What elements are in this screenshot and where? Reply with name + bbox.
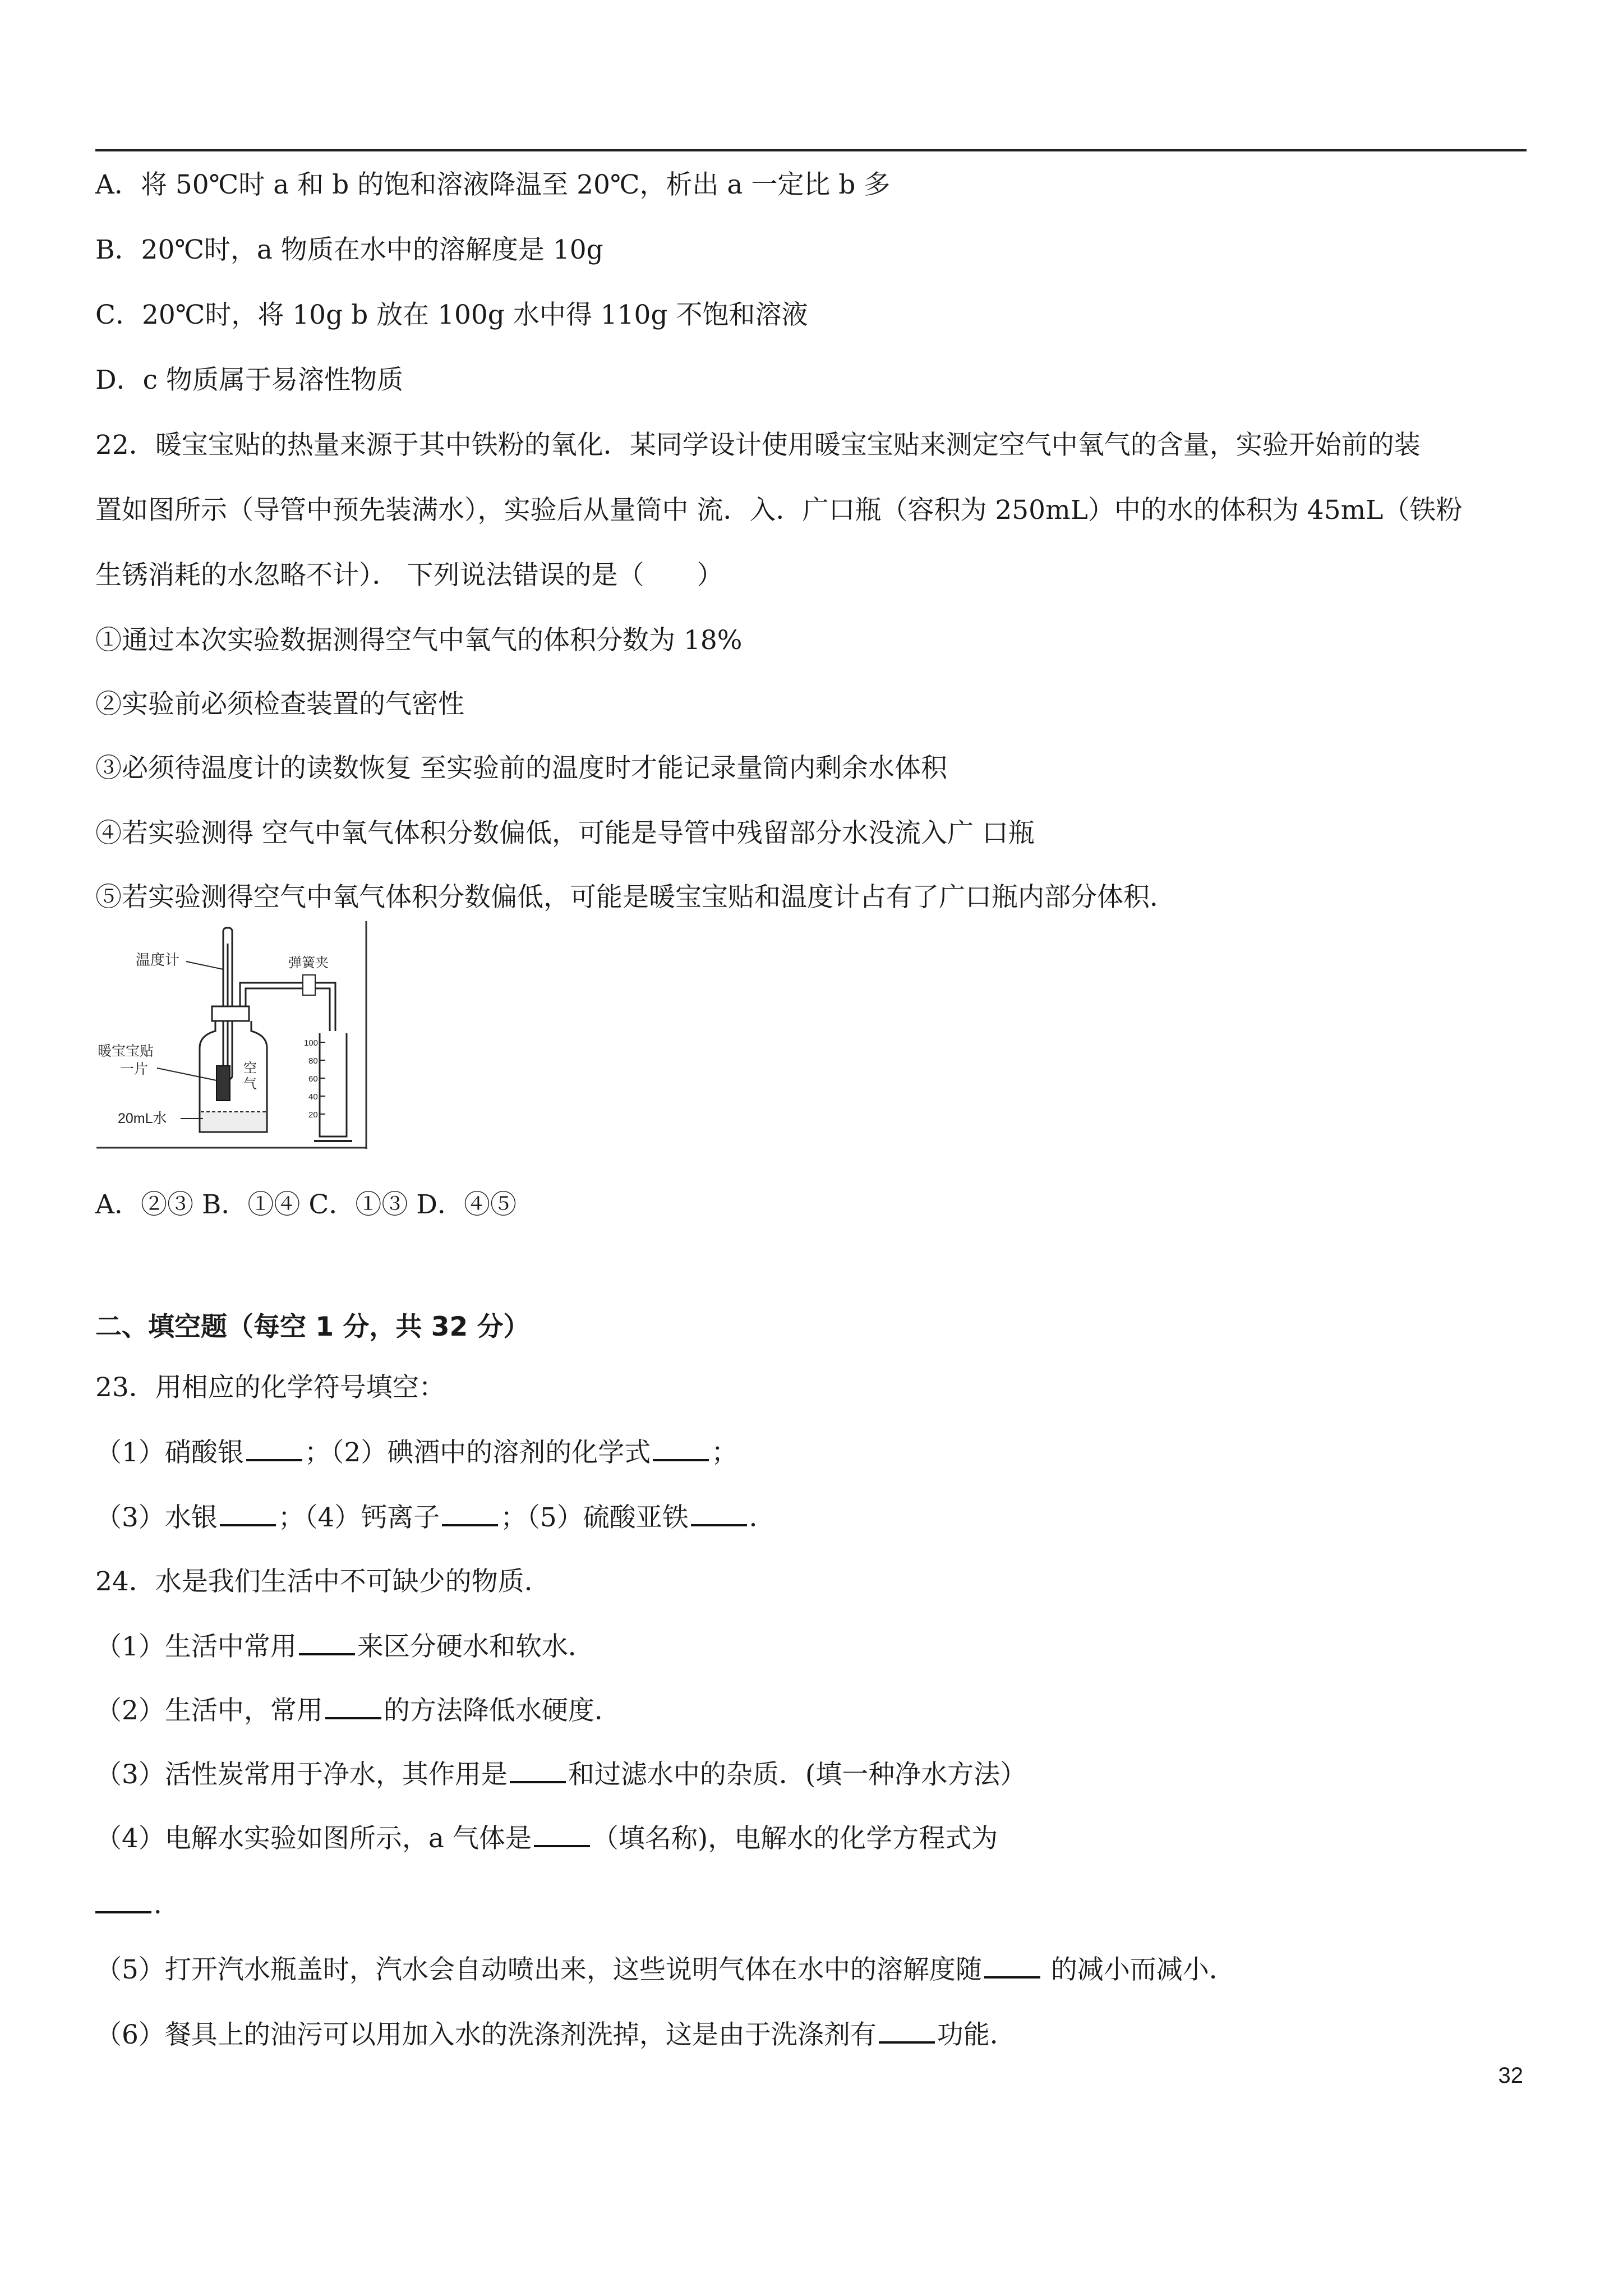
answer-blank[interactable] (442, 1502, 498, 1526)
scale-label-40: 40 (308, 1092, 318, 1102)
scale-label-60: 60 (308, 1074, 318, 1084)
q23-line-1 (95, 1436, 737, 1470)
label-pad-1: 暖宝宝贴 (98, 1043, 154, 1059)
answer-blank[interactable] (510, 1759, 566, 1783)
answer-blank[interactable] (95, 1889, 151, 1913)
answer-blank[interactable] (879, 2019, 935, 2044)
q24-3-text-end: 和过滤水中的杂质．(填一种净水方法） (568, 1759, 1027, 1790)
q23-part-end: ； (711, 1437, 738, 1468)
scale-label-100: 100 (304, 1038, 319, 1048)
q22-stem-line3: 生锈消耗的水忽略不计）． 下列说法错误的是（ ） (95, 560, 723, 591)
q24-line-4-continued (95, 1888, 180, 1922)
q24-6-text-end: 功能． (937, 2019, 1016, 2050)
q24-line-4 (95, 1822, 998, 1856)
q23-part-end: ． (749, 1502, 776, 1533)
scale-label-20: 20 (308, 1110, 318, 1120)
label-air-2: 气 (243, 1076, 257, 1092)
label-pad-2: 一片 (120, 1061, 149, 1077)
q24-line-2 (95, 1694, 621, 1728)
answer-blank[interactable] (246, 1437, 302, 1461)
answer-blank[interactable] (691, 1502, 747, 1526)
q22-statement-5: ⑤若实验测得空气中氧气体积分数偏低，可能是暖宝宝贴和温度计占有了广口瓶内部分体积． (95, 882, 1176, 913)
warm-pad (216, 1066, 230, 1101)
answer-blank[interactable] (299, 1631, 355, 1655)
cylinder-scale (304, 1038, 325, 1120)
q24-4-text-end: （填名称)，电解水的化学方程式为 (592, 1823, 998, 1854)
leader-pad (157, 1068, 216, 1080)
graduated-cylinder (320, 1033, 347, 1137)
answer-blank[interactable] (220, 1502, 276, 1526)
header-rule (95, 149, 1527, 151)
connecting-tube-inner (246, 988, 330, 1031)
q21-option-a: A．将 50℃时 a 和 b 的饱和溶液降温至 20℃，析出 a 一定比 b 多 (95, 169, 891, 200)
q21-option-b: B．20℃时，a 物质在水中的溶解度是 10g (95, 234, 603, 265)
q23-part-3: （3）水银 (95, 1502, 218, 1533)
experiment-apparatus-figure (96, 921, 367, 1149)
water-in-bottle (201, 1112, 266, 1131)
q23-part-1: （1）硝酸银 (95, 1437, 244, 1468)
q24-3-text: （3）活性炭常用于净水，其作用是 (95, 1759, 508, 1790)
scale-label-80: 80 (308, 1056, 318, 1066)
label-thermometer: 温度计 (136, 951, 180, 968)
q24-4-text: （4）电解水实验如图所示，a 气体是 (95, 1823, 532, 1854)
page-number: 32 (1498, 2063, 1523, 2088)
q24-6-text: （6）餐具上的油污可以用加入水的洗涤剂洗掉，这是由于洗涤剂有 (95, 2019, 877, 2050)
section-2-heading: 二、填空题（每空 1 分，共 32 分） (95, 1312, 530, 1342)
label-clamp: 弹簧夹 (288, 955, 329, 970)
spring-clamp (303, 975, 315, 995)
q22-stem-line2: 置如图所示（导管中预先装满水），实验后从量筒中 流．入．广口瓶（容积为 250mL）中的水的体积为 45mL（铁粉 (95, 495, 1463, 526)
q22-stem-line1: 22．暖宝宝贴的热量来源于其中铁粉的氧化．某同学设计使用暖宝宝贴来测定空气中氧气的含量，实验开始前的装 (95, 430, 1421, 461)
q22-statement-4: ④若实验测得 空气中氧气体积分数偏低，可能是导管中残留部分水没流入广 口瓶 (95, 818, 1035, 849)
q21-option-c: C．20℃时，将 10g b 放在 100g 水中得 110g 不饱和溶液 (95, 300, 808, 330)
q24-4-end: ． (154, 1889, 180, 1920)
q23-stem: 23．用相应的化学符号填空： (95, 1372, 445, 1403)
q24-5-text-end: 的减小而减小． (1042, 1954, 1235, 1985)
q24-line-5 (95, 1953, 1235, 1987)
q24-stem: 24．水是我们生活中不可缺少的物质． (95, 1566, 551, 1597)
q23-part-4: ；（4）钙离子 (278, 1502, 440, 1533)
q22-statement-2: ②实验前必须检查装置的气密性 (95, 689, 464, 720)
q23-line-2 (95, 1501, 776, 1535)
q22-answer-options: A．②③ B．①④ C．①③ D．④⑤ (95, 1189, 517, 1220)
leader-thermometer (186, 961, 223, 969)
q23-part-5: ；（5）硫酸亚铁 (500, 1502, 689, 1533)
label-water: 20mL水 (118, 1111, 167, 1126)
q22-statement-1: ①通过本次实验数据测得空气中氧气的体积分数为 18% (95, 625, 743, 656)
answer-blank[interactable] (653, 1437, 709, 1461)
connecting-tube (240, 983, 335, 1031)
q22-statement-3: ③必须待温度计的读数恢复 至实验前的温度时才能记录量筒内剩余水体积 (95, 753, 947, 784)
q24-line-1 (95, 1630, 594, 1664)
q24-5-text: （5）打开汽水瓶盖时，汽水会自动喷出来，这些说明气体在水中的溶解度随 (95, 1954, 982, 1985)
label-air-1: 空 (243, 1061, 257, 1076)
q24-1-text: （1）生活中常用 (95, 1631, 297, 1662)
bottle-stopper (212, 1006, 249, 1021)
answer-blank[interactable] (325, 1695, 381, 1719)
answer-blank[interactable] (534, 1823, 590, 1847)
q23-part-2: ；（2）碘酒中的溶剂的化学式 (304, 1437, 651, 1468)
q24-line-6 (95, 2018, 1016, 2052)
q24-line-3 (95, 1758, 1026, 1792)
answer-blank[interactable] (984, 1954, 1040, 1978)
q24-1-text-end: 来区分硬水和软水． (357, 1631, 594, 1662)
q21-option-d: D．c 物质属于易溶性物质 (95, 365, 403, 395)
q24-2-text-end: 的方法降低水硬度． (383, 1695, 621, 1726)
q24-2-text: （2）生活中，常用 (95, 1695, 323, 1726)
